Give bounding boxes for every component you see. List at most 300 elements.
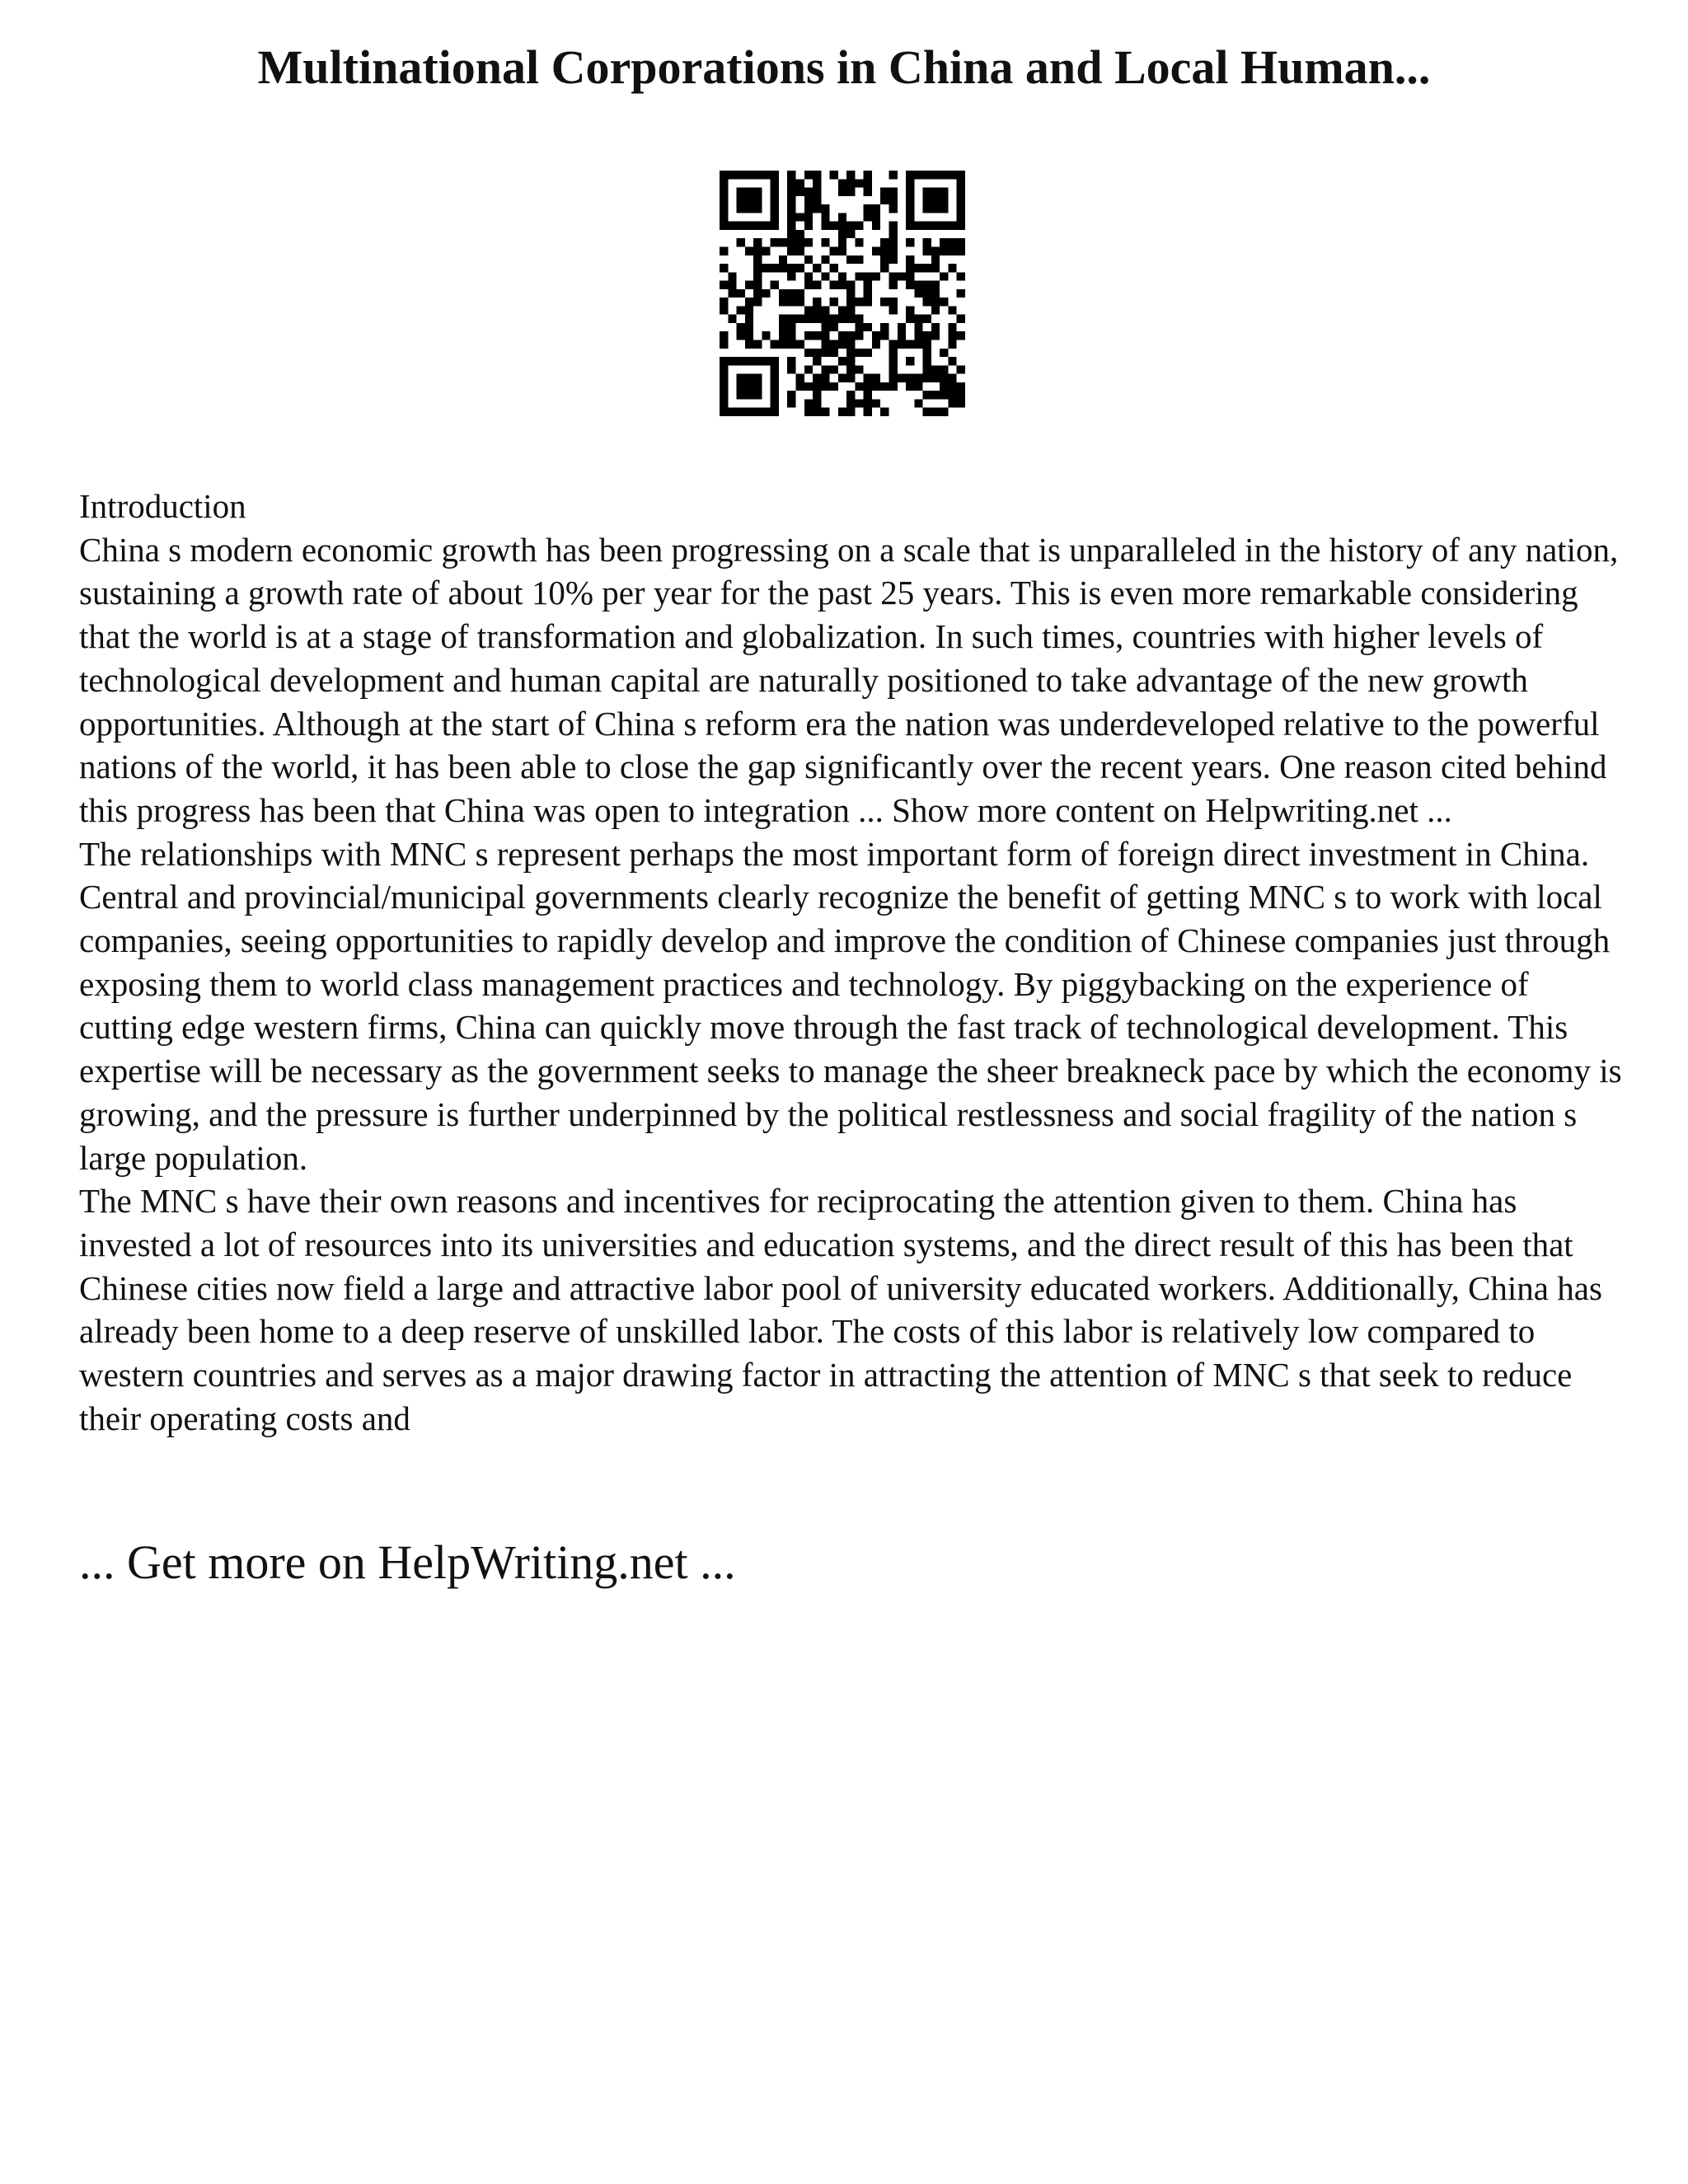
qr-module [846,306,855,314]
qr-module [931,196,940,204]
qr-module [914,382,922,391]
qr-module [762,171,770,179]
qr-module [957,179,965,187]
qr-module [771,204,779,213]
qr-module [830,323,838,331]
qr-module [889,306,898,314]
qr-module [923,331,931,340]
qr-module [771,171,779,179]
qr-module [898,331,906,340]
qr-module [889,272,898,280]
qr-module [753,204,762,213]
qr-module [914,315,922,323]
qr-module [940,246,948,255]
qr-module [872,331,880,340]
qr-module [914,399,922,407]
qr-module [821,255,829,264]
qr-module [838,374,846,382]
qr-module [821,365,829,373]
qr-module [838,179,846,187]
qr-module [880,246,889,255]
qr-module [838,331,846,340]
qr-module [787,188,795,196]
section-heading: Introduction [79,487,246,525]
qr-module [923,238,931,246]
qr-module [948,374,956,382]
qr-module [830,382,838,391]
qr-module [787,298,795,306]
qr-module [872,374,880,382]
qr-module [914,171,922,179]
qr-module [771,281,779,289]
qr-module [838,213,846,221]
qr-module [846,365,855,373]
qr-module [737,196,745,204]
qr-module [762,264,770,272]
qr-module [753,222,762,230]
qr-module [931,188,940,196]
qr-module [821,315,829,323]
document-body [79,485,1629,1440]
qr-module [804,399,813,407]
qr-module [728,315,736,323]
qr-module [880,331,889,340]
qr-module [771,188,779,196]
qr-module [813,179,821,187]
qr-module [855,298,863,306]
qr-module [787,357,795,365]
qr-module [864,289,872,298]
qr-module [931,204,940,213]
qr-module [720,222,728,230]
qr-module [753,246,762,255]
paragraph-3: The MNC s have their own reasons and incentives for reciprocating the attention given to them. China has invested a lot of resources into its universities and education systems, and the direct result of this has been that Chinese cities now field a large and attractive labor pool of university educated workers. Additionally, China has already been home to a deep reserve of unskilled labor. The costs of this labor is relatively low compared to western countries and serves as a major drawing factor in attracting the attention of MNC s that seek to reduce their operating costs and [79,1182,1602,1437]
qr-module [804,204,813,213]
qr-module [957,188,965,196]
qr-module [931,298,940,306]
qr-module [931,365,940,373]
qr-module [821,222,829,230]
qr-module [821,238,829,246]
qr-module [838,222,846,230]
qr-module [787,340,795,349]
qr-module [830,298,838,306]
qr-module [771,179,779,187]
qr-module [813,315,821,323]
qr-module [864,298,872,306]
qr-module [957,272,965,280]
qr-module [813,349,821,357]
qr-module [864,204,872,213]
qr-module [753,289,762,298]
qr-module [771,222,779,230]
qr-module [931,281,940,289]
qr-module [898,272,906,280]
qr-module [720,188,728,196]
qr-module [923,281,931,289]
qr-module [737,171,745,179]
qr-module [957,222,965,230]
qr-module [855,323,863,331]
qr-module [940,391,948,399]
qr-module [880,196,889,204]
qr-module [948,357,956,365]
qr-module [779,298,787,306]
qr-module [864,374,872,382]
qr-module [771,238,779,246]
qr-module [914,331,922,340]
qr-module [795,382,804,391]
qr-module [804,306,813,314]
qr-module [737,289,745,298]
qr-module [864,391,872,399]
qr-module [957,315,965,323]
qr-module [813,281,821,289]
qr-module [914,264,922,272]
qr-module [779,340,787,349]
qr-module [838,315,846,323]
qr-module [821,340,829,349]
qr-module [940,272,948,280]
qr-module [737,408,745,416]
qr-module [906,281,914,289]
qr-module [838,238,846,246]
qr-module [940,188,948,196]
qr-module [813,399,821,407]
qr-module [821,213,829,221]
qr-module [813,374,821,382]
qr-module [737,222,745,230]
qr-module [957,331,965,340]
qr-module [838,340,846,349]
qr-module [914,289,922,298]
qr-module [795,238,804,246]
qr-module [787,331,795,340]
qr-module [940,238,948,246]
qr-module [914,222,922,230]
qr-module [931,289,940,298]
qr-module [957,238,965,246]
qr-module [737,357,745,365]
qr-module [846,289,855,298]
qr-module [880,264,889,272]
qr-module [889,238,898,246]
qr-module [923,264,931,272]
qr-module [855,272,863,280]
qr-module [940,171,948,179]
qr-module [745,382,753,391]
qr-module [906,272,914,280]
qr-module [745,171,753,179]
qr-module [779,238,787,246]
qr-module [838,357,846,365]
qr-module [872,272,880,280]
qr-module [745,306,753,314]
qr-module [745,188,753,196]
qr-module [787,238,795,246]
qr-module [872,399,880,407]
qr-module [720,399,728,407]
qr-module [795,340,804,349]
qr-module [737,238,745,246]
qr-module [931,331,940,340]
qr-module [753,238,762,246]
qr-module [830,171,838,179]
qr-module [762,357,770,365]
qr-module [889,298,898,306]
qr-module [813,188,821,196]
qr-module [720,179,728,187]
qr-module [889,382,898,391]
qr-module [813,306,821,314]
qr-module [880,382,889,391]
qr-module [787,196,795,204]
qr-module [787,315,795,323]
qr-module [948,222,956,230]
qr-module [838,408,846,416]
qr-module [864,188,872,196]
qr-module [787,264,795,272]
qr-module [889,222,898,230]
qr-module [940,408,948,416]
qr-module [779,331,787,340]
qr-module [846,179,855,187]
qr-module [838,272,846,280]
qr-module [923,391,931,399]
qr-module [821,382,829,391]
qr-module [787,391,795,399]
qr-module [906,264,914,272]
qr-module [787,179,795,187]
qr-module [872,382,880,391]
qr-module [957,196,965,204]
qr-module [872,340,880,349]
qr-module [923,222,931,230]
qr-module [795,179,804,187]
qr-module [957,246,965,255]
qr-module [813,382,821,391]
qr-module [737,374,745,382]
qr-module [795,289,804,298]
qr-module [855,222,863,230]
qr-module [720,408,728,416]
qr-module [771,399,779,407]
qr-module [753,281,762,289]
qr-module [906,306,914,314]
qr-module [804,365,813,373]
qr-module [948,340,956,349]
qr-module [864,171,872,179]
qr-module [771,365,779,373]
qr-module [957,382,965,391]
qr-module [931,264,940,272]
qr-module [864,281,872,289]
qr-module [745,391,753,399]
get-more-link[interactable]: ... Get more on HelpWriting.net ... [79,1535,736,1589]
qr-module [880,188,889,196]
qr-module [821,349,829,357]
qr-module [931,408,940,416]
qr-module [771,408,779,416]
qr-module [931,374,940,382]
qr-module [872,213,880,221]
qr-module [813,196,821,204]
qr-module [940,374,948,382]
qr-module [830,349,838,357]
qr-module [889,188,898,196]
qr-module [931,222,940,230]
qr-code-icon [720,171,965,416]
qr-module [804,196,813,204]
qr-module [838,230,846,238]
qr-module [855,382,863,391]
qr-module [923,365,931,373]
qr-module [923,188,931,196]
qr-module [787,204,795,213]
qr-module [813,298,821,306]
qr-module [889,255,898,264]
qr-module [864,382,872,391]
qr-module [737,204,745,213]
qr-module [753,357,762,365]
qr-module [923,246,931,255]
qr-module [889,357,898,365]
qr-module [846,331,855,340]
qr-module [914,340,922,349]
qr-module [787,246,795,255]
qr-module [728,289,736,298]
qr-module [948,323,956,331]
qr-module [957,399,965,407]
qr-module [787,230,795,238]
qr-module [906,196,914,204]
qr-module [720,298,728,306]
qr-module [821,331,829,340]
qr-module [728,408,736,416]
qr-module [804,349,813,357]
qr-module [745,196,753,204]
qr-module [855,315,863,323]
qr-module [948,306,956,314]
qr-module [948,382,956,391]
qr-module [948,171,956,179]
qr-module [787,365,795,373]
qr-module [745,222,753,230]
qr-module [864,399,872,407]
qr-module [838,306,846,314]
qr-module [720,306,728,314]
qr-module [872,246,880,255]
qr-module [771,374,779,382]
qr-module [753,408,762,416]
qr-module [880,255,889,264]
qr-module [846,357,855,365]
qr-module [771,196,779,204]
qr-module [948,238,956,246]
qr-module [906,222,914,230]
qr-module [720,204,728,213]
qr-module [846,230,855,238]
qr-module [889,171,898,179]
qr-module [957,289,965,298]
qr-module [864,323,872,331]
qr-module [864,408,872,416]
qr-module [931,323,940,331]
qr-module [737,391,745,399]
qr-module [795,213,804,221]
paragraph-2: The relationships with MNC s represent perhaps the most important form of foreign direct investment in China. Central and provincial/municipal governments clearly recognize the benefit of getting MNC s to work with local companies, seeing opportunities to rapidly develop and improve the condition of Chinese companies just through exposing them to world class management practices and technology. By piggybacking on the experience of cutting edge western firms, China can quickly move through the fast track of technological development. This expertise will be necessary as the government seeks to manage the sheer breakneck pace by which the economy is growing, and the pressure is further underpinned by the political restlessness and social fragility of the nation s large population. [79,834,1622,1177]
qr-module [957,391,965,399]
qr-module [737,323,745,331]
qr-module [771,391,779,399]
qr-module [906,315,914,323]
qr-module [762,331,770,340]
qr-module [889,349,898,357]
qr-module [804,213,813,221]
qr-module [787,213,795,221]
qr-module [957,365,965,373]
qr-module [753,188,762,196]
qr-module [795,246,804,255]
qr-module [795,374,804,382]
qr-module [762,408,770,416]
qr-module [830,264,838,272]
paragraph-1: China s modern economic growth has been progressing on a scale that is unparalleled in the history of any nation, sustaining a growth rate of about 10% per year for the past 25 years. This is even more remarkable considering that the world is at a stage of transformation and globalization. In such times, countries with higher levels of technological development and human capital are naturally positioned to take advantage of the new growth opportunities. Although at the start of China s reform era the nation was underdeveloped relative to the powerful nations of the world, it has been able to close the gap significantly over the recent years. One reason cited behind this progress has been that China was open to integration ... Show more content on Helpwriting.net ... [79,530,1619,829]
qr-module [737,331,745,340]
qr-module [855,365,863,373]
qr-module [745,374,753,382]
qr-module [864,213,872,221]
qr-module [720,357,728,365]
qr-module [889,365,898,373]
qr-module [889,196,898,204]
qr-module [720,340,728,349]
qr-module [830,222,838,230]
qr-module [787,323,795,331]
qr-module [720,382,728,391]
qr-module [957,204,965,213]
qr-module [923,196,931,204]
qr-module [821,306,829,314]
qr-module [846,399,855,407]
qr-module [923,315,931,323]
qr-module [940,349,948,357]
qr-module [846,349,855,357]
qr-module [898,340,906,349]
qr-module [940,222,948,230]
qr-module [787,222,795,230]
qr-module [931,255,940,264]
qr-module [737,188,745,196]
qr-module [846,374,855,382]
qr-module [821,374,829,382]
qr-module [906,188,914,196]
qr-module [779,289,787,298]
qr-module [838,246,846,255]
qr-module [846,315,855,323]
qr-module [846,408,855,416]
qr-module [795,315,804,323]
qr-module [753,264,762,272]
qr-module [745,281,753,289]
qr-module [898,374,906,382]
qr-module [745,357,753,365]
qr-module [855,255,863,264]
qr-module [720,264,728,272]
qr-module [923,408,931,416]
qr-module [889,230,898,238]
qr-module [745,340,753,349]
